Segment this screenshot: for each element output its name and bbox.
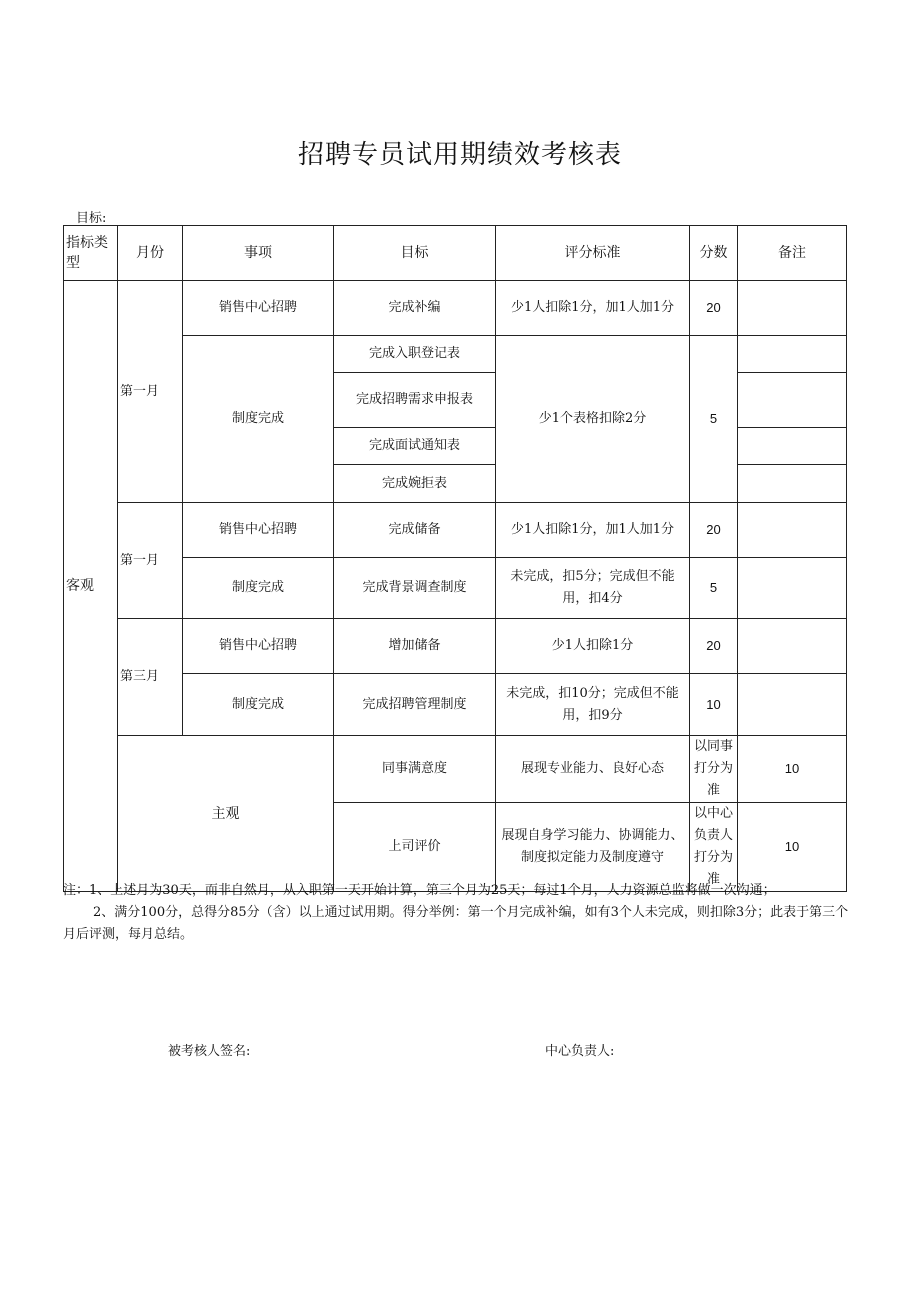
month-2: 第一月 [118,503,183,619]
goal-label: 目标: [76,211,107,226]
score-cell: 5 [690,336,738,503]
target-cell: 完成补编 [334,281,496,336]
notes [63,880,853,946]
target-cell: 完成招聘管理制度 [334,674,496,736]
standard-cell: 未完成，扣5分；完成但不能用，扣4分 [496,558,690,619]
item-cell: 同事满意度 [334,736,496,803]
standard-cell: 少1人扣除1分 [496,619,690,674]
standard-cell: 少1人扣除1分，加1人加1分 [496,503,690,558]
target-cell: 完成储备 [334,503,496,558]
score-cell: 5 [690,558,738,619]
month-3: 第三月 [118,619,183,736]
remark-cell [738,674,847,736]
table-row [64,503,847,558]
item-cell: 上司评价 [334,803,496,892]
header-month: 月份 [118,226,183,281]
header-row [64,226,847,281]
remark-cell [738,465,847,503]
item-cell: 制度完成 [183,674,334,736]
header-remark: 备注 [738,226,847,281]
standard-cell: 少1个表格扣除2分 [496,336,690,503]
score-cell: 20 [690,619,738,674]
table-row [64,736,847,803]
examinee-signature: 被考核人签名: [168,1044,251,1059]
type-subjective: 主观 [118,736,334,892]
remark-cell [738,428,847,465]
score-cell: 10 [690,674,738,736]
header-score: 分数 [690,226,738,281]
target-cell: 完成入职登记表 [334,336,496,373]
standard-cell: 以中心负责人打分为准 [690,803,738,892]
standard-cell: 未完成，扣10分；完成但不能用，扣9分 [496,674,690,736]
item-cell: 销售中心招聘 [183,619,334,674]
score-cell: 20 [690,503,738,558]
note-1: 注：1、上述月为30天，而非自然月，从入职第一天开始计算，第三个月为25天；每过1个月，人力资源总监将做一次沟通； [63,883,776,898]
type-objective: 客观 [64,281,118,892]
header-standard: 评分标准 [496,226,690,281]
remark-cell [738,558,847,619]
manager-signature: 中心负责人: [545,1044,615,1059]
item-cell: 销售中心招聘 [183,503,334,558]
standard-cell: 少1人扣除1分，加1人加1分 [496,281,690,336]
header-type: 指标类型 [64,226,118,281]
table-row [64,281,847,336]
target-cell: 完成招聘需求申报表 [334,373,496,428]
target-cell: 展现专业能力、良好心态 [496,736,690,803]
remark-cell [738,619,847,674]
target-cell: 完成婉拒表 [334,465,496,503]
header-item: 事项 [183,226,334,281]
target-cell: 增加储备 [334,619,496,674]
assessment-table [63,225,847,892]
item-cell: 销售中心招聘 [183,281,334,336]
score-cell: 20 [690,281,738,336]
standard-cell: 以同事打分为准 [690,736,738,803]
item-cell: 制度完成 [183,336,334,503]
header-target: 目标 [334,226,496,281]
page-title: 招聘专员试用期绩效考核表 [297,140,622,170]
target-cell: 完成面试通知表 [334,428,496,465]
score-cell: 10 [738,736,847,803]
remark-cell [738,336,847,373]
remark-cell [738,373,847,428]
remark-cell [738,281,847,336]
score-cell: 10 [738,803,847,892]
item-cell: 制度完成 [183,558,334,619]
month-1: 第一月 [118,281,183,503]
table-row [64,619,847,674]
target-cell: 展现自身学习能力、协调能力、制度拟定能力及制度遵守 [496,803,690,892]
note-2: 2、满分100分，总得分85分（含）以上通过试用期。得分举例：第一个月完成补编，如有3个人未完成，则扣除3分；此表于第三个月后评测，每月总结。 [63,905,849,942]
remark-cell [738,503,847,558]
target-cell: 完成背景调查制度 [334,558,496,619]
